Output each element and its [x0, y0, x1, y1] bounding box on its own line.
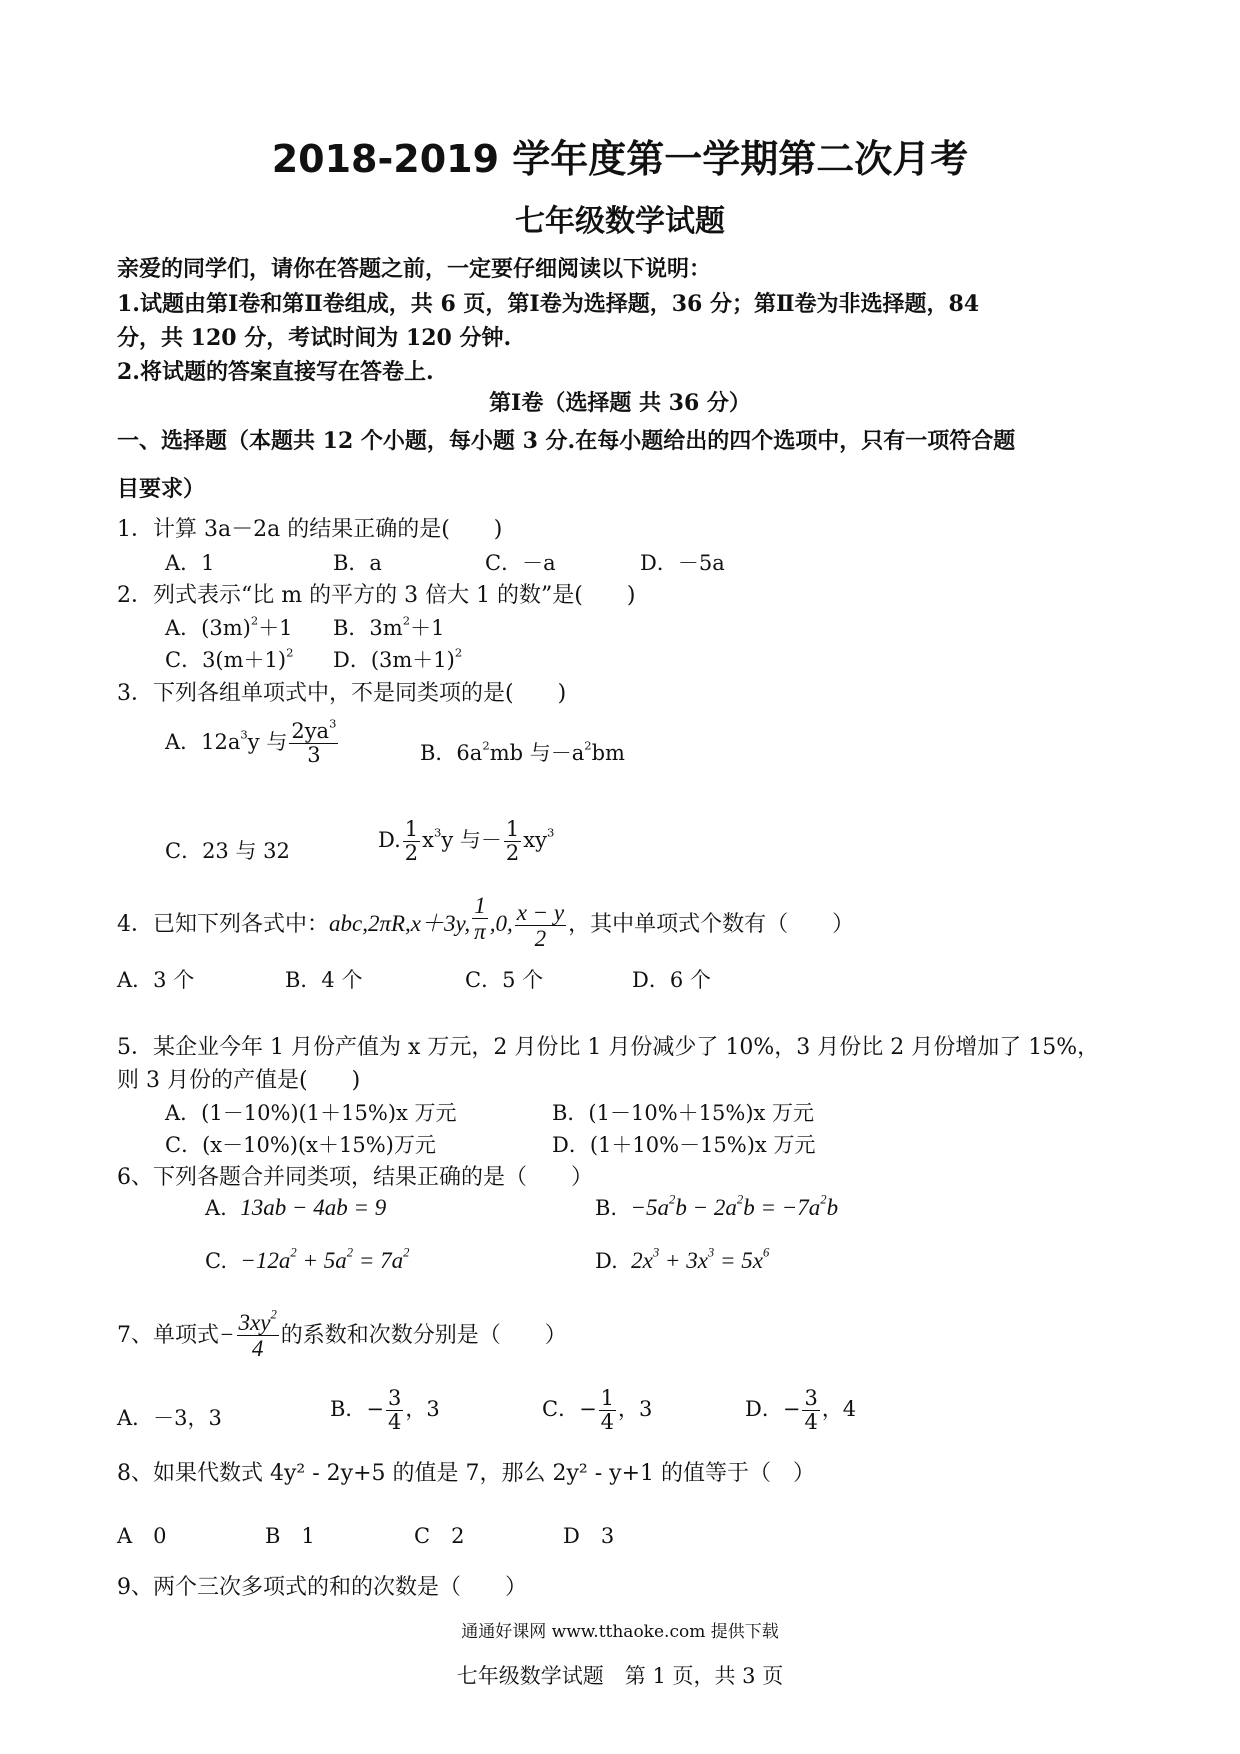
- q8-option-b: B 1: [265, 1524, 315, 1548]
- instructions-intro: 亲爱的同学们，请你在答题之前，一定要仔细阅读以下说明：: [117, 256, 712, 282]
- section-heading: 一、选择题（本题共 12 个小题，每小题 3 分.在每小题给出的四个选项中，只有一项符合题: [117, 428, 1016, 454]
- question-2: 2．列式表示“比 m 的平方的 3 倍大 1 的数”是( ): [117, 583, 636, 608]
- instructions-line1a: 1.试题由第Ⅰ卷和第Ⅱ卷组成，共 6 页，第Ⅰ卷为选择题，36 分；第Ⅱ卷为非选择题，84: [117, 291, 980, 317]
- q7-option-a: A．－3，3: [117, 1406, 222, 1430]
- q6-option-a: A. 13ab − 4ab = 9: [205, 1195, 387, 1220]
- section-heading-cont: 目要求）: [117, 476, 206, 502]
- page-footer: 七年级数学试题 第 1 页，共 3 页: [456, 1664, 784, 1688]
- instructions-line1b: 分，共 120 分，考试时间为 120 分钟.: [117, 325, 512, 351]
- q3-option-c: C．23 与 32: [165, 839, 290, 863]
- q4-option-c: C．5 个: [465, 968, 544, 992]
- q4-expressions: abc,2πR,x＋3y, $\frac{1}{\pi}$ ,0, $\frac{x - y}{2}$: [329, 893, 565, 952]
- instructions-line2: 2.将试题的答案直接写在答卷上.: [117, 359, 434, 385]
- q2-option-d: D．$(3m+1)^2$: [333, 645, 463, 672]
- question-3: 3．下列各组单项式中，不是同类项的是( ): [117, 681, 567, 706]
- question-4: [117, 893, 855, 952]
- q2-option-c: C．$3(m+1)^2$: [165, 645, 294, 672]
- q1-option-c: C．－a: [485, 551, 556, 575]
- q3-option-d: D. $\frac{1}{2}$ $x^3y$ 与－ $\frac{1}{2}$ $xy^3$: [378, 817, 555, 866]
- q8-option-d: D 3: [563, 1524, 615, 1548]
- exam-subtitle: 七年级数学试题: [515, 204, 725, 239]
- q4-option-d: D．6 个: [632, 968, 711, 992]
- q1-option-b: B．a: [333, 551, 382, 575]
- q4-stem: 4．已知下列各式中：: [117, 912, 329, 938]
- part-title: 第Ⅰ卷（选择题 共 36 分）: [489, 390, 751, 416]
- q5-option-a: A．(1－10%)(1＋15%)x 万元: [165, 1101, 457, 1125]
- source-footer: 通通好课网 www.tthaoke.com 提供下载: [461, 1622, 779, 1642]
- q6-option-c: C. $-12a^2 + 5a^2 = 7a^2$: [205, 1245, 410, 1273]
- q4-tail: ，其中单项式个数有（ ）: [568, 912, 855, 938]
- question-9: 9、两个三次多项式的和的次数是（ ）: [117, 1575, 527, 1600]
- q7-option-c: C．− $\frac{1}{4}$ ，3: [542, 1386, 653, 1435]
- q3-option-a: A．$12a^3y$ 与 $\frac{2ya^3}{3}$: [165, 716, 337, 768]
- q8-option-a: A 0: [117, 1524, 167, 1548]
- q5-option-d: D．(1＋10%－15%)x 万元: [552, 1133, 816, 1157]
- question-5: 5．某企业今年 1 月份产值为 x 万元，2 月份比 1 月份减少了 10%，3 月份比 2 月份增加了 15%，: [117, 1035, 1100, 1060]
- q7-stem-post: 的系数和次数分别是（ ）: [280, 1322, 567, 1348]
- q4-option-b: B．4 个: [285, 968, 363, 992]
- q4-option-a: A．3 个: [117, 968, 195, 992]
- q1-option-d: D．－5a: [640, 551, 725, 575]
- question-8: 8、如果代数式 4y² - 2y+5 的值是 7，那么 2y² - y+1 的值等于（ ）: [117, 1461, 816, 1486]
- q7-option-d: D．− $\frac{3}{4}$ ，4: [745, 1386, 857, 1435]
- q2-option-a: A．$(3m)^2+1$: [165, 613, 293, 640]
- q2-option-b: B．$3m^2+1$: [333, 613, 445, 640]
- q6-option-b: B. $-5a^2b - 2a^2b = -7a^2b$: [595, 1192, 839, 1220]
- question-7: 7、单项式− $\frac{3xy^2}{4}$ 的系数和次数分别是（ ）: [117, 1307, 567, 1362]
- q6-option-d: D. $2x^3 + 3x^3 = 5x^6$: [595, 1245, 770, 1273]
- q5-option-b: B．(1－10%＋15%)x 万元: [552, 1101, 815, 1125]
- exam-title: 2018-2019 学年度第一学期第二次月考: [271, 137, 969, 181]
- q1-option-a: A．1: [165, 551, 215, 575]
- q5-option-c: C．(x－10%)(x＋15%)万元: [165, 1133, 436, 1157]
- question-6: 6、下列各题合并同类项，结果正确的是（ ）: [117, 1165, 593, 1190]
- q7-stem-pre: 7、单项式: [117, 1322, 219, 1348]
- q7-option-b: B．− $\frac{3}{4}$ ，3: [330, 1386, 440, 1435]
- q8-option-c: C 2: [414, 1524, 465, 1548]
- question-5-cont: 则 3 月份的产值是( ): [117, 1068, 361, 1093]
- question-1: 1．计算 3a－2a 的结果正确的是( ): [117, 517, 503, 542]
- q3-option-b: B．$6a^2mb$ 与$-a^2bm$: [420, 738, 625, 765]
